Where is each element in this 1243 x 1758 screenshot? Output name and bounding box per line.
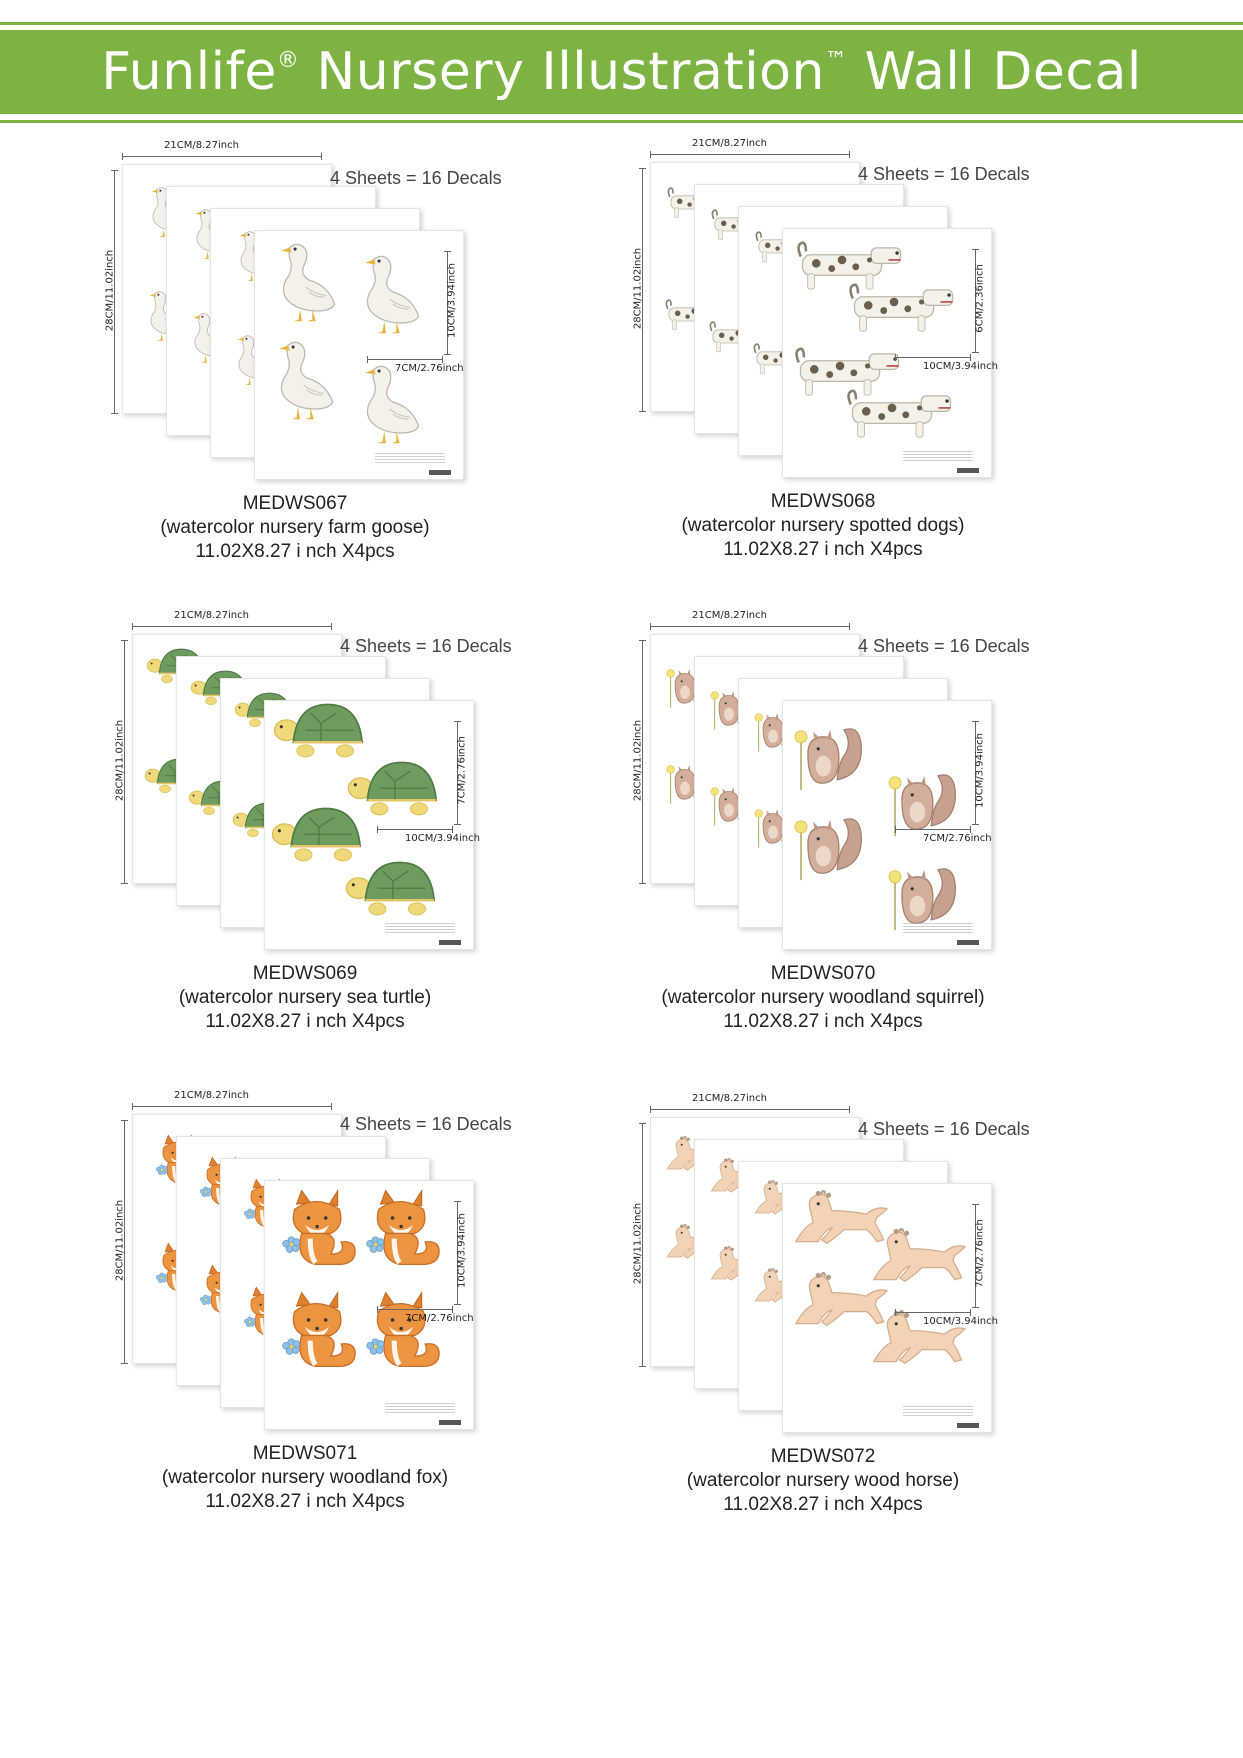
- sheet-width-label: 21CM/8.27inch: [692, 610, 767, 621]
- title-end: Wall Decal: [864, 42, 1142, 102]
- product-code: MEDWS069: [252, 963, 358, 984]
- brand-name: Funlife: [101, 42, 277, 102]
- decal-width-dimension-line: [377, 829, 453, 830]
- sheet-height-label: 28CM/11.02inch: [104, 249, 116, 332]
- decal-width-label: 7CM/2.76inch: [395, 363, 464, 374]
- sheet-height-label: 28CM/11.02inch: [632, 719, 644, 802]
- fox-decal-icon: [281, 1187, 358, 1273]
- product-code: MEDWS070: [770, 963, 876, 984]
- product-name: (watercolor nursery farm goose): [160, 517, 430, 538]
- title-banner: [0, 30, 1243, 114]
- product-size: 11.02X8.27 i nch X4pcs: [723, 1011, 923, 1032]
- fox-decal-icon: [365, 1187, 442, 1273]
- product-code: MEDWS071: [252, 1443, 358, 1464]
- product-caption: [628, 962, 1018, 1034]
- decal-width-label: 10CM/3.94inch: [405, 833, 480, 844]
- turtle-decal-icon: [269, 805, 364, 865]
- banner-top-line: [0, 22, 1243, 25]
- product-size: 11.02X8.27 i nch X4pcs: [195, 541, 395, 562]
- decal-width-dimension-line: [895, 1312, 971, 1313]
- product-caption: [628, 1445, 1018, 1517]
- sheet-fine-print: [385, 1403, 455, 1415]
- squirrel-decal-icon: [789, 711, 866, 797]
- sheet-height-label: 28CM/11.02inch: [114, 719, 126, 802]
- sheet-fine-print: [903, 451, 973, 463]
- product-name: (watercolor nursery wood horse): [686, 1470, 960, 1491]
- dog-decal-icon: [837, 389, 957, 441]
- goose-decal-icon: [271, 237, 340, 323]
- sheet-code-tag: [439, 1420, 461, 1425]
- sheet-code-tag: [439, 940, 461, 945]
- sheets-count-label: 4 Sheets = 16 Decals: [858, 164, 1030, 184]
- product-caption: [110, 962, 500, 1034]
- product-medws071: [110, 1080, 610, 1550]
- decal-height-label: 7CM/2.76inch: [974, 1219, 986, 1288]
- sheet-height-label: 28CM/11.02inch: [632, 247, 644, 330]
- sheet-code-tag: [957, 940, 979, 945]
- sheet-width-dimension-line: [132, 626, 332, 627]
- trademark-mark: ™: [824, 48, 848, 73]
- sheet-fine-print: [903, 923, 973, 935]
- sheet-width-dimension-line: [122, 156, 322, 157]
- product-medws068: [628, 128, 1128, 598]
- product-medws069: [110, 600, 610, 1070]
- banner-bottom-line: [0, 120, 1243, 123]
- sheet-fine-print: [903, 1406, 973, 1418]
- product-size: 11.02X8.27 i nch X4pcs: [723, 539, 923, 560]
- decal-height-label: 10CM/3.94inch: [974, 733, 986, 808]
- fox-decal-icon: [365, 1289, 442, 1375]
- product-name: (watercolor nursery woodland squirrel): [661, 987, 985, 1008]
- decal-width-label: 7CM/2.76inch: [405, 1313, 474, 1324]
- fox-decal-icon: [281, 1289, 358, 1375]
- goose-decal-icon: [355, 249, 424, 335]
- decal-width-dimension-line: [377, 1309, 453, 1310]
- sheet-width-dimension-line: [132, 1106, 332, 1107]
- title-main: Nursery Illustration: [316, 42, 825, 102]
- sheets-count-label: 4 Sheets = 16 Decals: [340, 1114, 512, 1134]
- product-size: 11.02X8.27 i nch X4pcs: [723, 1494, 923, 1515]
- sheet-width-label: 21CM/8.27inch: [164, 140, 239, 151]
- sheet-code-tag: [429, 470, 451, 475]
- sheets-count-label: 4 Sheets = 16 Decals: [858, 636, 1030, 656]
- page-title: [101, 42, 1142, 102]
- product-name: (watercolor nursery woodland fox): [161, 1467, 449, 1488]
- sheet-width-label: 21CM/8.27inch: [174, 1090, 249, 1101]
- front-sheet: [264, 700, 480, 950]
- decal-height-label: 7CM/2.76inch: [456, 736, 468, 805]
- decal-width-label: 7CM/2.76inch: [923, 833, 992, 844]
- sheet-fine-print: [385, 923, 455, 935]
- product-medws072: [628, 1083, 1128, 1553]
- sheet-width-dimension-line: [650, 1109, 850, 1110]
- sheet-height-label: 28CM/11.02inch: [632, 1202, 644, 1285]
- decal-width-label: 10CM/3.94inch: [923, 361, 998, 372]
- turtle-decal-icon: [343, 859, 438, 919]
- sheet-width-label: 21CM/8.27inch: [174, 610, 249, 621]
- decal-width-dimension-line: [367, 359, 443, 360]
- front-sheet: [782, 1183, 998, 1433]
- product-name: (watercolor nursery spotted dogs): [681, 515, 965, 536]
- product-code: MEDWS068: [770, 491, 876, 512]
- decal-width-dimension-line: [895, 829, 971, 830]
- sheets-count-label: 4 Sheets = 16 Decals: [330, 168, 502, 188]
- sheets-count-label: 4 Sheets = 16 Decals: [340, 636, 512, 656]
- sheet-width-label: 21CM/8.27inch: [692, 1093, 767, 1104]
- turtle-decal-icon: [271, 701, 366, 761]
- front-sheet: [782, 228, 998, 478]
- product-size: 11.02X8.27 i nch X4pcs: [205, 1491, 405, 1512]
- product-medws070: [628, 600, 1128, 1070]
- squirrel-decal-icon: [789, 801, 866, 887]
- sheet-code-tag: [957, 468, 979, 473]
- goose-decal-icon: [269, 335, 338, 421]
- product-medws067: [100, 130, 600, 600]
- product-caption: [628, 490, 1018, 562]
- sheet-fine-print: [375, 453, 445, 465]
- front-sheet: [254, 230, 464, 480]
- decal-height-label: 6CM/2.36inch: [974, 264, 986, 333]
- sheets-count-label: 4 Sheets = 16 Decals: [858, 1119, 1030, 1139]
- product-code: MEDWS067: [242, 493, 348, 514]
- decal-height-label: 10CM/3.94inch: [456, 1213, 468, 1288]
- product-caption: [100, 492, 490, 564]
- product-size: 11.02X8.27 i nch X4pcs: [205, 1011, 405, 1032]
- decal-width-label: 10CM/3.94inch: [923, 1316, 998, 1327]
- sheet-height-label: 28CM/11.02inch: [114, 1199, 126, 1282]
- registered-mark: ®: [276, 48, 300, 73]
- product-caption: [110, 1442, 500, 1514]
- sheet-width-dimension-line: [650, 626, 850, 627]
- decal-width-dimension-line: [895, 357, 971, 358]
- sheet-width-dimension-line: [650, 154, 850, 155]
- front-sheet: [264, 1180, 474, 1430]
- decal-height-label: 10CM/3.94inch: [446, 263, 458, 338]
- sheet-code-tag: [957, 1423, 979, 1428]
- product-code: MEDWS072: [770, 1446, 876, 1467]
- sheet-width-label: 21CM/8.27inch: [692, 138, 767, 149]
- front-sheet: [782, 700, 992, 950]
- product-name: (watercolor nursery sea turtle): [178, 987, 432, 1008]
- dog-decal-icon: [839, 283, 959, 335]
